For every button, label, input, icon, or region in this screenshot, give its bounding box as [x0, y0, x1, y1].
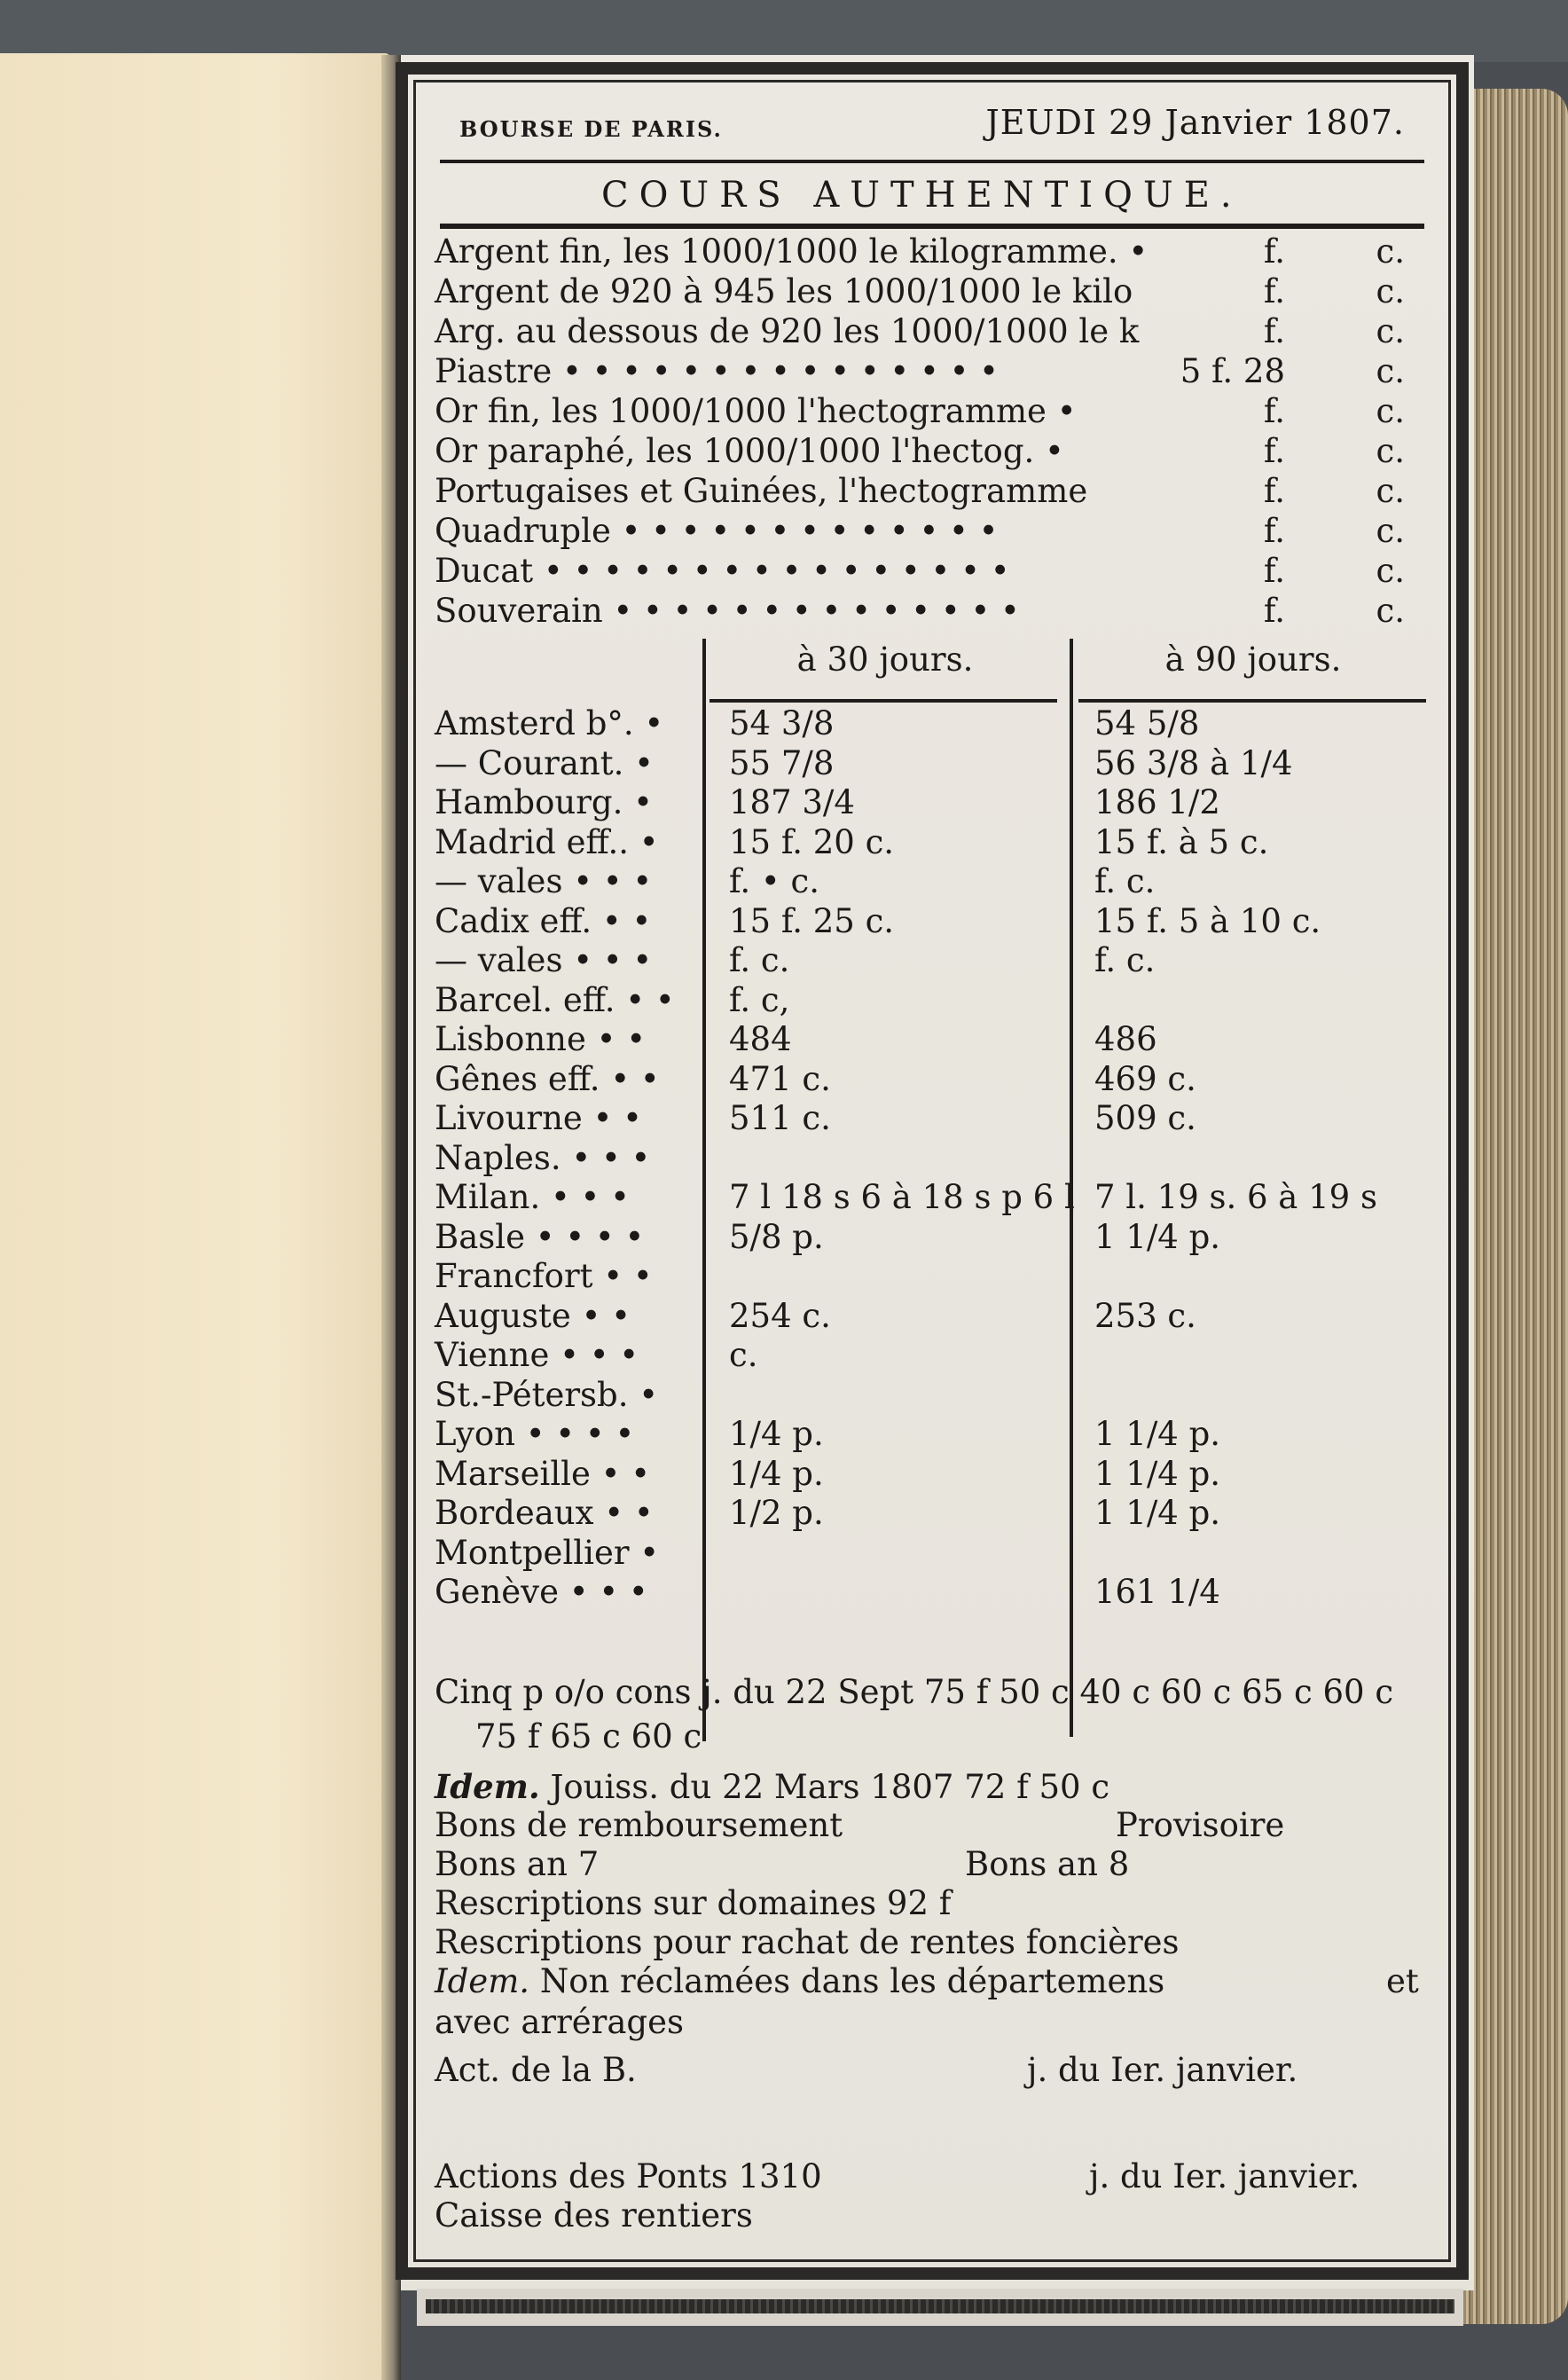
rate-90-days: 15 f. 5 à 10 c. [1094, 901, 1321, 940]
caisse-rentiers: Caisse des rentiers [435, 2196, 753, 2235]
metal-label: Arg. au dessous de 920 les 1000/1000 le k [435, 312, 1140, 350]
metal-price-centimes: c. [1376, 552, 1405, 590]
exchange-place: Naples. • • • [435, 1138, 651, 1177]
idem-text-2: Non réclamées dans les départemens [539, 1962, 1165, 2000]
exchange-place: Marseille • • [435, 1454, 651, 1493]
rate-30-days: 511 c. [729, 1099, 831, 1137]
metal-price-centimes: c. [1376, 592, 1405, 630]
header-rule [440, 160, 1424, 163]
rate-30-days: c. [729, 1336, 758, 1374]
rate-90-days: 1 1/4 p. [1094, 1494, 1221, 1532]
metal-price-centimes: c. [1376, 392, 1405, 430]
rate-90-days: 486 [1094, 1020, 1157, 1058]
left-blank-page [0, 53, 390, 2380]
rate-30-days: 1/2 p. [729, 1494, 824, 1532]
metal-price-francs: f. [1263, 432, 1285, 470]
header-90-days: à 90 jours. [1164, 640, 1342, 679]
metal-price-francs: f. [1263, 512, 1285, 550]
rate-30-days: 54 3/8 [729, 704, 835, 742]
rate-90-days: 1 1/4 p. [1094, 1415, 1221, 1453]
rate-90-days: 54 5/8 [1094, 704, 1200, 742]
rate-90-days: 1 1/4 p. [1094, 1217, 1221, 1256]
metal-label: Argent de 920 à 945 les 1000/1000 le kilo [435, 272, 1133, 310]
title-rule [440, 224, 1424, 229]
exchange-place: — Courant. • [435, 743, 654, 782]
rate-90-days: 15 f. à 5 c. [1094, 822, 1269, 861]
rate-90-days: 1 1/4 p. [1094, 1454, 1221, 1493]
rescriptions-domaines: Rescriptions sur domaines 92 f [435, 1884, 952, 1922]
rate-90-days: 253 c. [1094, 1296, 1196, 1335]
exchange-place: Hambourg. • [435, 783, 653, 821]
exchange-place: Francfort • • [435, 1257, 653, 1295]
header-30-days: à 30 jours. [796, 640, 974, 679]
bons-an-8: Bons an 8 [965, 1845, 1130, 1883]
idem-non-reclamees [435, 1962, 1164, 2001]
bons-an-7: Bons an 7 [435, 1845, 600, 1883]
rule-30-days [710, 699, 1057, 703]
metal-label: Quadruple • • • • • • • • • • • • • [435, 512, 999, 550]
actions-ponts-jouissance: j. du Ier. janvier. [1089, 2157, 1360, 2195]
rule-90-days [1078, 699, 1426, 703]
rate-30-days: 471 c. [729, 1059, 831, 1098]
exchange-place: Amsterd b°. • [435, 704, 664, 742]
rate-30-days: f. • c. [729, 862, 819, 900]
bottom-ornamental-rule [426, 2299, 1454, 2313]
rate-90-days: 509 c. [1094, 1099, 1196, 1137]
header-date: JEUDI 29 Janvier 1807. [985, 103, 1405, 142]
metal-label: Piastre • • • • • • • • • • • • • • • [435, 352, 1000, 390]
header-exchange: BOURSE DE PARIS. [459, 116, 723, 142]
rate-90-days: 469 c. [1094, 1059, 1196, 1098]
metal-price-francs: 5 f. 28 [1180, 352, 1285, 390]
metal-price-centimes: c. [1376, 312, 1405, 350]
exchange-place: Lisbonne • • [435, 1020, 647, 1058]
exchange-place: Milan. • • • [435, 1178, 630, 1216]
metal-label: Souverain • • • • • • • • • • • • • • [435, 592, 1020, 630]
funds-idem-jouissance [435, 1767, 1109, 1807]
exchange-place: Livourne • • [435, 1099, 642, 1137]
metal-price-francs: f. [1263, 552, 1285, 590]
rate-30-days: 187 3/4 [729, 783, 855, 821]
exchange-place: Lyon • • • • [435, 1415, 635, 1453]
et-word: et [1386, 1962, 1419, 2000]
rate-30-days: 1/4 p. [729, 1454, 824, 1493]
metal-label: Argent fin, les 1000/1000 le kilogramme. • [435, 232, 1149, 271]
actions-banque: Act. de la B. [435, 2051, 637, 2089]
metal-price-francs: f. [1263, 232, 1285, 271]
exchange-place: St.-Pétersb. • [435, 1375, 659, 1414]
metal-label: Or paraphé, les 1000/1000 l'hectog. • [435, 432, 1064, 470]
rate-90-days: f. c. [1094, 862, 1156, 900]
actions-banque-jouissance: j. du Ier. janvier. [1027, 2051, 1298, 2089]
metal-price-francs: f. [1263, 392, 1285, 430]
idem-label: Idem. [435, 1767, 540, 1806]
rate-30-days: 55 7/8 [729, 743, 835, 782]
metal-price-francs: f. [1263, 272, 1285, 310]
rate-30-days: 484 [729, 1020, 792, 1058]
exchange-place: Auguste • • [435, 1296, 631, 1335]
metal-price-centimes: c. [1376, 352, 1405, 390]
metal-label: Portugaises et Guinées, l'hectogramme [435, 472, 1088, 510]
exchange-place: Montpellier • [435, 1533, 660, 1572]
idem-text: Jouiss. du 22 Mars 1807 72 f 50 c [550, 1768, 1110, 1806]
avec-arrerages: avec arrérages [435, 2003, 684, 2041]
exchange-place: Vienne • • • [435, 1336, 639, 1374]
rescriptions-rachat: Rescriptions pour rachat de rentes foncières [435, 1923, 1180, 1961]
rate-30-days: 1/4 p. [729, 1415, 824, 1453]
exchange-place: Gênes eff. • • [435, 1059, 660, 1098]
rate-30-days: f. c. [729, 941, 790, 979]
metal-label: Ducat • • • • • • • • • • • • • • • • [435, 552, 1010, 590]
metal-price-centimes: c. [1376, 472, 1405, 510]
rate-90-days: 186 1/2 [1094, 783, 1220, 821]
rate-90-days: 161 1/4 [1094, 1573, 1220, 1611]
exchange-place: Bordeaux • • [435, 1494, 654, 1532]
exchange-place: Cadix eff. • • [435, 901, 652, 940]
rate-90-days: f. c. [1094, 941, 1156, 979]
col-divider-left [702, 639, 706, 1741]
rate-30-days: 7 l 18 s 6 à 18 s p 6 l [729, 1178, 1075, 1216]
page-edges [1463, 89, 1568, 2324]
rate-30-days: 254 c. [729, 1296, 831, 1335]
funds-line-1: Cinq p o/o cons j. du 22 Sept 75 f 50 c 40 c 60 c 65 c 60 c [435, 1673, 1394, 1711]
exchange-place: Barcel. eff. • • [435, 980, 675, 1019]
exchange-place: — vales • • • [435, 941, 653, 979]
metal-price-centimes: c. [1376, 232, 1405, 271]
rate-90-days: 56 3/8 à 1/4 [1094, 743, 1293, 782]
exchange-place: Genève • • • [435, 1573, 648, 1611]
exchange-place: — vales • • • [435, 862, 653, 900]
actions-ponts: Actions des Ponts 1310 [435, 2157, 822, 2195]
exchange-place: Basle • • • • [435, 1217, 645, 1256]
rate-90-days: 7 l. 19 s. 6 à 19 s [1094, 1178, 1377, 1216]
page-title: COURS AUTHENTIQUE. [601, 175, 1243, 216]
funds-line-2: 75 f 65 c 60 c [475, 1717, 702, 1756]
rate-30-days: 15 f. 20 c. [729, 822, 895, 861]
rate-30-days: 15 f. 25 c. [729, 901, 895, 940]
metal-label: Or fin, les 1000/1000 l'hectogramme • [435, 392, 1077, 430]
metal-price-francs: f. [1263, 592, 1285, 630]
metal-price-francs: f. [1263, 472, 1285, 510]
metal-price-centimes: c. [1376, 432, 1405, 470]
idem-label-2: Idem. [435, 1962, 530, 2000]
rate-30-days: f. c, [729, 980, 790, 1019]
metal-price-centimes: c. [1376, 512, 1405, 550]
bons-provisoire: Provisoire [1116, 1806, 1285, 1844]
metal-price-francs: f. [1263, 312, 1285, 350]
rate-30-days: 5/8 p. [729, 1217, 824, 1256]
bons-remboursement: Bons de remboursement [435, 1806, 843, 1844]
price-sheet [424, 90, 1440, 2251]
exchange-place: Madrid eff.. • [435, 822, 659, 861]
metal-price-centimes: c. [1376, 272, 1405, 310]
